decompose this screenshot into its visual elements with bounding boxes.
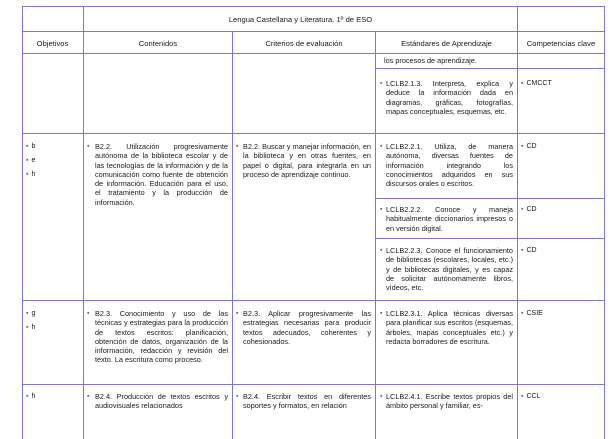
table-title: Lengua Castellana y Literatura. 1º de ESO (228, 15, 373, 24)
grid-line (375, 198, 605, 199)
header-contenidos: Contenidos (138, 39, 178, 48)
list-bullet: ▪ (380, 247, 383, 254)
header-objetivos: Objetivos (36, 39, 69, 48)
list-bullet: ▪ (236, 393, 239, 400)
contenido-text: B2.3. Conocimiento y uso de las técnicas y estrategias para la producción de textos escritos: planificación, obtención de datos, organización de la información, redacción y revisión del texto. La escritura como proceso. (95, 309, 228, 365)
standard-text: los procesos de aprendizaje. (384, 56, 477, 65)
list-bullet: ▪ (236, 143, 239, 150)
standard-text: LCLB2.4.1. Escribe textos propios del ámbito personal y familiar, es- (386, 392, 513, 411)
grid-line (22, 300, 605, 301)
criterio-text: B2.3. Aplicar progresivamente las estrategias necesarias para producir textos adecuados, coherentes y cohesionados. (243, 309, 371, 346)
header-estandares: Estándares de Aprendizaje (401, 39, 492, 48)
grid-line (83, 6, 84, 439)
objetivo-item: ▪ g (26, 310, 36, 317)
standard-text: LCLB2.2.1. Utiliza, de manera autónoma, diversas fuentes de información integrando los conocimientos adquiridos en sus discursos orales o escritos. (386, 142, 513, 189)
criterio-text: B2.4. Escribir textos en diferentes soportes y formatos, en relación (243, 392, 371, 411)
grid-line (22, 384, 605, 385)
grid-line (375, 238, 605, 239)
grid-line (22, 133, 605, 134)
list-bullet: ▪ (380, 143, 383, 150)
list-bullet: ▪ (87, 310, 90, 317)
objetivo-item: ▪ h (26, 393, 36, 400)
grid-line (232, 31, 233, 439)
objetivo-item: ▪ b (26, 143, 36, 150)
list-bullet: ▪ (236, 310, 239, 317)
grid-line (604, 6, 605, 439)
objetivo-item: ▪ h (26, 324, 36, 331)
list-bullet: ▪ (380, 206, 383, 213)
header-competencias: Competencias clave (526, 39, 596, 48)
list-bullet: ▪ (87, 143, 90, 150)
standard-text: LCLB2.1.3. Interpreta, explica y deduce la información dada en diagramas, gráficas, fotografías, mapas conceptuales, esquemas, etc. (386, 79, 513, 116)
header-criterios: Criterios de evaluación (265, 39, 343, 48)
grid-line (22, 31, 605, 32)
grid-line (22, 53, 605, 54)
grid-line (375, 31, 376, 439)
criterio-text: B2.2. Buscar y manejar información, en la biblioteca y en otras fuentes, en papel o digital, para integrarla en un proceso de aprendizaje continuo. (243, 142, 371, 179)
objetivo-item: ▪ e (26, 157, 36, 164)
competencia-code: ▪ CD (521, 206, 537, 213)
list-bullet: ▪ (87, 393, 90, 400)
standard-text: LCLB2.3.1. Aplica técnicas diversas para planificar sus escritos (esquemas, árboles, mapas conceptuales etc.) y redacta borradores de escritura. (386, 309, 513, 346)
competencia-code: ▪ CCL (521, 393, 541, 400)
competencia-code: ▪ CD (521, 143, 537, 150)
standard-text: LCLB2.2.3. Conoce el funcionamiento de bibliotecas (escolares, locales, etc.) y de bibliotecas digitales, y es capaz de solicitar autónomamente libros, vídeos, etc. (386, 246, 513, 293)
contenido-text: B2.2. Utilización progresivamente autónoma de la biblioteca escolar y de las tecnologías de la información y de la comunicación como fuente de obtención de información. Educación para el uso, el tratamiento y la producción de información. (95, 142, 228, 207)
list-bullet: ▪ (380, 80, 383, 87)
list-bullet: ▪ (380, 393, 383, 400)
competencia-code: ▪ CSIE (521, 310, 543, 317)
competencia-code: ▪ CMCCT (521, 80, 552, 87)
objetivo-item: ▪ h (26, 171, 36, 178)
list-bullet: ▪ (380, 310, 383, 317)
grid-line (375, 68, 605, 69)
grid-line (22, 6, 23, 439)
competencia-code: ▪ CD (521, 247, 537, 254)
grid-line (517, 6, 518, 439)
grid-line (22, 6, 605, 7)
standard-text: LCLB2.2.2. Conoce y maneja habitualmente diccionarios impresos o en versión digital. (386, 205, 513, 233)
contenido-text: B2.4. Producción de textos escritos y audiovisuales relacionados (95, 392, 228, 411)
